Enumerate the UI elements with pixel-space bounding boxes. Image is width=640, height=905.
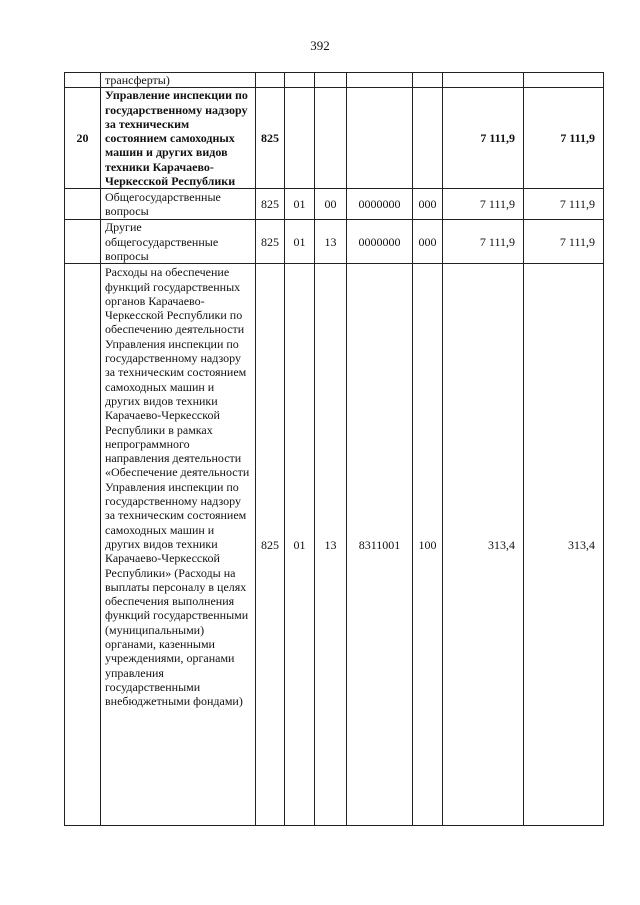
- amount-final-cell: 7 111,9: [524, 88, 604, 189]
- section-code-cell: 01: [285, 189, 315, 220]
- target-code-cell: [347, 88, 413, 189]
- row-index-cell: [65, 264, 101, 826]
- subsection-code-cell: [315, 88, 347, 189]
- amount-final-cell: [524, 73, 604, 88]
- section-code-cell: 01: [285, 220, 315, 264]
- amount-plan-cell: 313,4: [443, 264, 524, 826]
- section-code-cell: 01: [285, 264, 315, 826]
- ministry-code-cell: 825: [256, 220, 285, 264]
- target-code-cell: 0000000: [347, 189, 413, 220]
- ministry-code-cell: 825: [256, 189, 285, 220]
- amount-plan-cell: 7 111,9: [443, 88, 524, 189]
- expense-type-cell: 100: [413, 264, 443, 826]
- table-row: [65, 264, 604, 826]
- amount-plan-cell: 7 111,9: [443, 189, 524, 220]
- row-index-cell: [65, 189, 101, 220]
- description-cell: Управление инспекции по государственному надзору за техническим состоянием самоходных машин и других видов техники Карачаево-Черкесской Республики: [101, 88, 256, 189]
- expense-type-cell: [413, 88, 443, 189]
- section-code-cell: [285, 73, 315, 88]
- table-row: [65, 73, 604, 88]
- table-row: [65, 88, 604, 189]
- subsection-code-cell: [315, 73, 347, 88]
- amount-plan-cell: 7 111,9: [443, 220, 524, 264]
- ministry-code-cell: [256, 73, 285, 88]
- budget-table: [64, 72, 604, 826]
- expense-type-cell: 000: [413, 189, 443, 220]
- table-row: [65, 189, 604, 220]
- page-number: 392: [310, 38, 330, 53]
- row-index-cell: 20: [65, 88, 101, 189]
- amount-final-cell: 7 111,9: [524, 220, 604, 264]
- expense-type-cell: 000: [413, 220, 443, 264]
- amount-plan-cell: [443, 73, 524, 88]
- section-code-cell: [285, 88, 315, 189]
- description-cell: трансферты): [101, 73, 256, 88]
- amount-final-cell: 7 111,9: [524, 189, 604, 220]
- subsection-code-cell: 00: [315, 189, 347, 220]
- row-index-cell: [65, 73, 101, 88]
- ministry-code-cell: 825: [256, 88, 285, 189]
- row-index-cell: [65, 220, 101, 264]
- subsection-code-cell: 13: [315, 264, 347, 826]
- target-code-cell: 0000000: [347, 220, 413, 264]
- ministry-code-cell: 825: [256, 264, 285, 826]
- amount-final-cell: 313,4: [524, 264, 604, 826]
- description-cell: Общегосударственные вопросы: [101, 189, 256, 220]
- description-cell: Расходы на обеспечение функций государственных органов Карачаево-Черкесской Республики по обеспечению деятельности Управления инспекции по государственному надзору за техническим состоянием самоходных машин и других видов техники Карачаево-Черкесской Республики в рамках непрограммного направления деятельности «Обеспечение деятельности Управления инспекции по государственному надзору за техническим состоянием самоходных машин и других видов техники Карачаево-Черкесской Республики» (Расходы на выплаты персоналу в целях обеспечения выполнения функций государственными (муниципальными) органами, казенными учреждениями, органами управления государственными внебюджетными фондами): [101, 264, 256, 826]
- table-row: [65, 220, 604, 264]
- target-code-cell: [347, 73, 413, 88]
- description-cell: Другие общегосударственные вопросы: [101, 220, 256, 264]
- subsection-code-cell: 13: [315, 220, 347, 264]
- expense-type-cell: [413, 73, 443, 88]
- target-code-cell: 8311001: [347, 264, 413, 826]
